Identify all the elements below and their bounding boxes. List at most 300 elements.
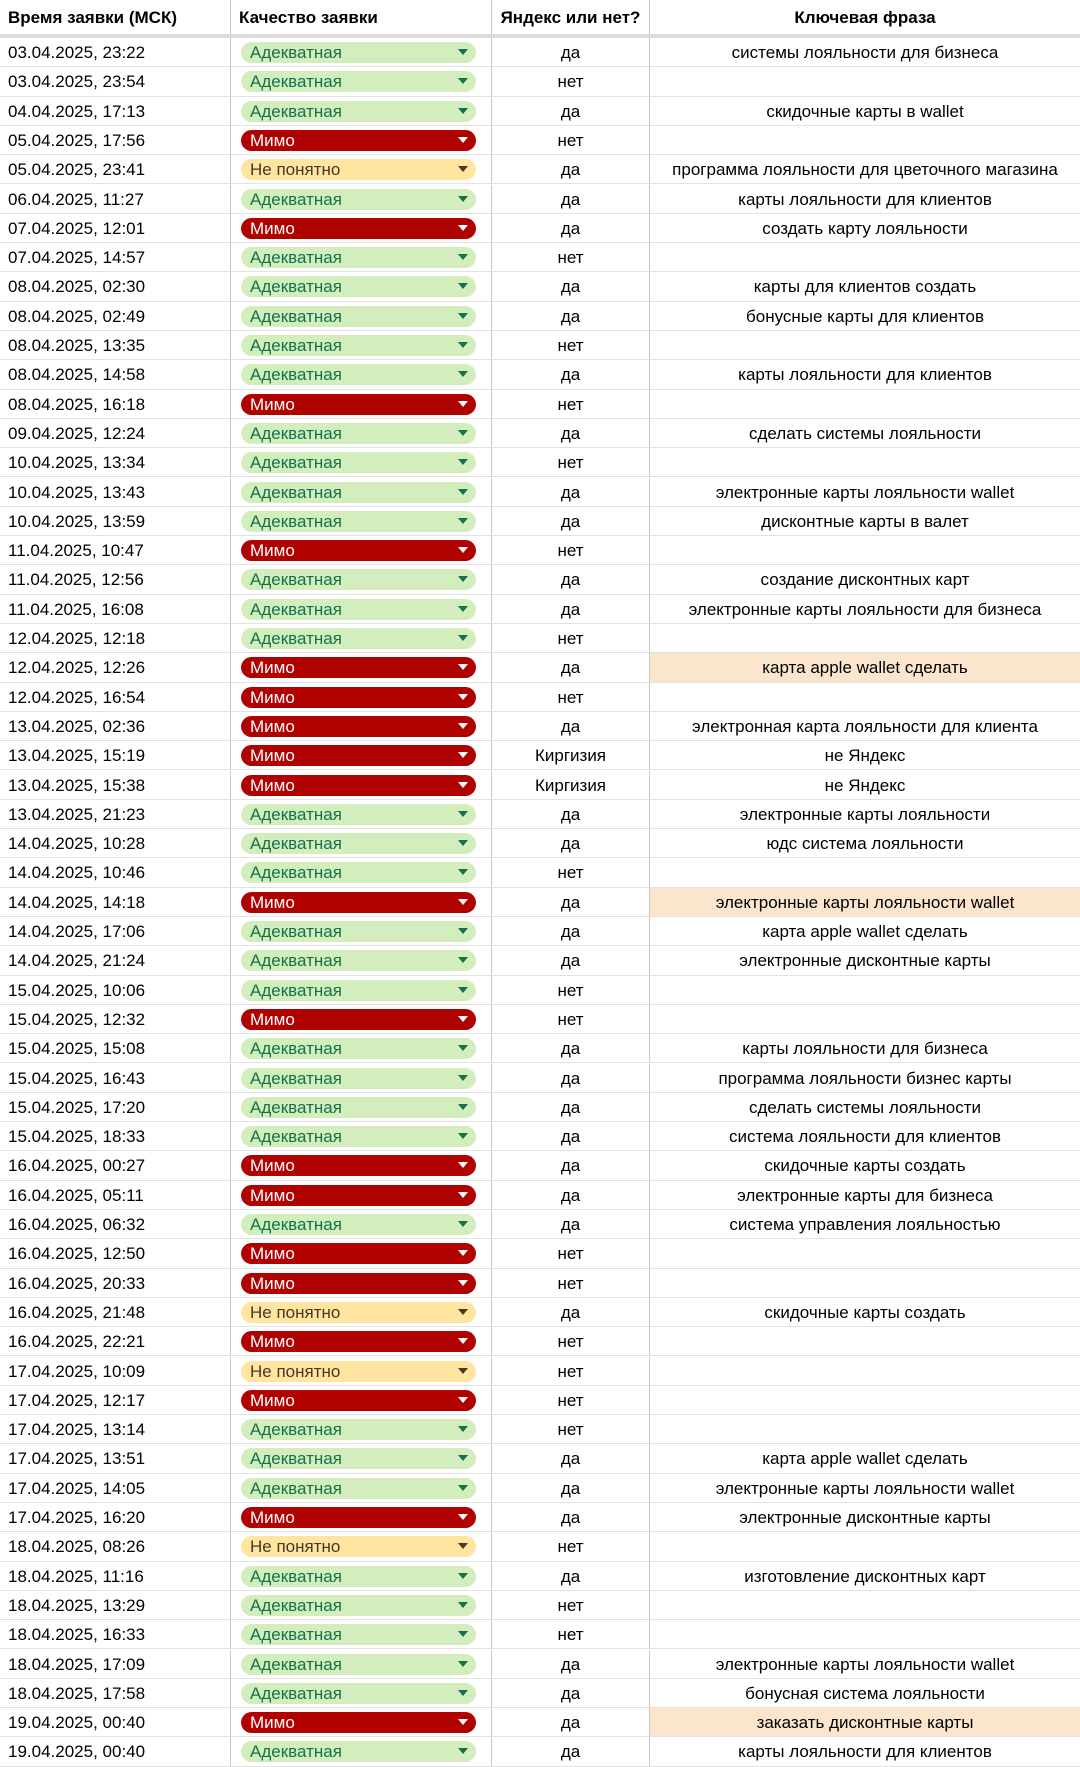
yandex-cell[interactable]: да <box>492 1474 650 1503</box>
phrase-cell[interactable]: карты лояльности для клиентов <box>650 185 1080 214</box>
phrase-cell[interactable] <box>650 624 1080 653</box>
time-cell[interactable]: 10.04.2025, 13:34 <box>0 448 231 477</box>
quality-cell[interactable] <box>231 976 492 1005</box>
yandex-cell[interactable]: нет <box>492 1005 650 1034</box>
quality-dropdown[interactable] <box>241 599 476 620</box>
dropdown-arrow-icon[interactable] <box>458 401 468 407</box>
quality-dropdown[interactable] <box>241 130 476 151</box>
dropdown-arrow-icon[interactable] <box>458 1397 468 1403</box>
quality-dropdown[interactable] <box>241 1595 476 1616</box>
yandex-cell[interactable]: да <box>492 917 650 946</box>
yandex-cell[interactable]: нет <box>492 331 650 360</box>
dropdown-arrow-icon[interactable] <box>458 1602 468 1608</box>
quality-cell[interactable] <box>231 448 492 477</box>
dropdown-arrow-icon[interactable] <box>458 1455 468 1461</box>
phrase-cell[interactable]: электронные дисконтные карты <box>650 946 1080 975</box>
quality-dropdown[interactable] <box>241 1419 476 1440</box>
yandex-cell[interactable]: нет <box>492 448 650 477</box>
quality-dropdown[interactable] <box>241 1361 476 1382</box>
phrase-cell[interactable]: карта apple wallet сделать <box>650 1444 1080 1473</box>
quality-cell[interactable] <box>231 741 492 770</box>
quality-cell[interactable] <box>231 1122 492 1151</box>
quality-dropdown[interactable] <box>241 716 476 737</box>
yandex-cell[interactable]: нет <box>492 1415 650 1444</box>
yandex-cell[interactable]: да <box>492 1650 650 1679</box>
quality-cell[interactable] <box>231 536 492 565</box>
time-cell[interactable]: 11.04.2025, 16:08 <box>0 595 231 624</box>
dropdown-arrow-icon[interactable] <box>458 547 468 553</box>
yandex-cell[interactable]: нет <box>492 1591 650 1620</box>
yandex-cell[interactable]: да <box>492 302 650 331</box>
phrase-cell[interactable]: карта apple wallet сделать <box>650 917 1080 946</box>
yandex-cell[interactable]: Киргизия <box>492 771 650 800</box>
quality-cell[interactable] <box>231 1591 492 1620</box>
time-cell[interactable]: 17.04.2025, 10:09 <box>0 1357 231 1386</box>
time-cell[interactable]: 15.04.2025, 10:06 <box>0 976 231 1005</box>
time-cell[interactable]: 13.04.2025, 15:19 <box>0 741 231 770</box>
dropdown-arrow-icon[interactable] <box>458 342 468 348</box>
phrase-cell[interactable]: программа лояльности бизнес карты <box>650 1064 1080 1093</box>
time-cell[interactable]: 19.04.2025, 00:40 <box>0 1708 231 1737</box>
phrase-cell[interactable]: скидочные карты создать <box>650 1298 1080 1327</box>
time-cell[interactable]: 13.04.2025, 02:36 <box>0 712 231 741</box>
dropdown-arrow-icon[interactable] <box>458 1514 468 1520</box>
phrase-cell[interactable]: система лояльности для клиентов <box>650 1122 1080 1151</box>
yandex-cell[interactable]: нет <box>492 1532 650 1561</box>
quality-dropdown[interactable] <box>241 511 476 532</box>
phrase-cell[interactable]: не Яндекс <box>650 741 1080 770</box>
dropdown-arrow-icon[interactable] <box>458 635 468 641</box>
yandex-cell[interactable]: да <box>492 185 650 214</box>
yandex-cell[interactable]: нет <box>492 126 650 155</box>
dropdown-arrow-icon[interactable] <box>458 137 468 143</box>
phrase-cell[interactable]: бонусные карты для клиентов <box>650 302 1080 331</box>
time-cell[interactable]: 15.04.2025, 12:32 <box>0 1005 231 1034</box>
phrase-cell[interactable]: электронные карты для бизнеса <box>650 1181 1080 1210</box>
yandex-cell[interactable]: да <box>492 800 650 829</box>
yandex-cell[interactable]: да <box>492 653 650 682</box>
time-cell[interactable]: 15.04.2025, 17:20 <box>0 1093 231 1122</box>
quality-dropdown[interactable] <box>241 892 476 913</box>
phrase-cell[interactable]: скидочные карты в wallet <box>650 97 1080 126</box>
yandex-cell[interactable]: да <box>492 1444 650 1473</box>
quality-dropdown[interactable] <box>241 950 476 971</box>
phrase-cell[interactable]: электронные карты лояльности <box>650 800 1080 829</box>
quality-cell[interactable] <box>231 155 492 184</box>
quality-cell[interactable] <box>231 1737 492 1766</box>
phrase-cell[interactable]: бонусная система лояльности <box>650 1679 1080 1708</box>
quality-dropdown[interactable] <box>241 921 476 942</box>
dropdown-arrow-icon[interactable] <box>458 1368 468 1374</box>
phrase-cell[interactable] <box>650 1620 1080 1649</box>
quality-cell[interactable] <box>231 712 492 741</box>
quality-dropdown[interactable] <box>241 687 476 708</box>
quality-dropdown[interactable] <box>241 482 476 503</box>
quality-cell[interactable] <box>231 683 492 712</box>
phrase-cell[interactable]: юдс система лояльности <box>650 829 1080 858</box>
dropdown-arrow-icon[interactable] <box>458 1075 468 1081</box>
quality-cell[interactable] <box>231 1064 492 1093</box>
phrase-cell[interactable]: дисконтные карты в валет <box>650 507 1080 536</box>
phrase-cell[interactable] <box>650 1327 1080 1356</box>
header-phrase[interactable]: Ключевая фраза <box>650 0 1080 36</box>
quality-cell[interactable] <box>231 888 492 917</box>
quality-cell[interactable] <box>231 1298 492 1327</box>
quality-dropdown[interactable] <box>241 1185 476 1206</box>
phrase-cell[interactable]: не Яндекс <box>650 771 1080 800</box>
quality-cell[interactable] <box>231 1532 492 1561</box>
quality-cell[interactable] <box>231 1034 492 1063</box>
quality-dropdown[interactable] <box>241 1097 476 1118</box>
quality-cell[interactable] <box>231 1005 492 1034</box>
quality-dropdown[interactable] <box>241 540 476 561</box>
dropdown-arrow-icon[interactable] <box>458 899 468 905</box>
yandex-cell[interactable]: да <box>492 1562 650 1591</box>
quality-dropdown[interactable] <box>241 42 476 63</box>
dropdown-arrow-icon[interactable] <box>458 1045 468 1051</box>
phrase-cell[interactable] <box>650 683 1080 712</box>
quality-cell[interactable] <box>231 67 492 96</box>
dropdown-arrow-icon[interactable] <box>458 1690 468 1696</box>
dropdown-arrow-icon[interactable] <box>458 1309 468 1315</box>
yandex-cell[interactable]: да <box>492 1708 650 1737</box>
time-cell[interactable]: 03.04.2025, 23:54 <box>0 67 231 96</box>
time-cell[interactable]: 14.04.2025, 10:46 <box>0 858 231 887</box>
time-cell[interactable]: 18.04.2025, 17:09 <box>0 1650 231 1679</box>
dropdown-arrow-icon[interactable] <box>458 606 468 612</box>
quality-dropdown[interactable] <box>241 775 476 796</box>
dropdown-arrow-icon[interactable] <box>458 1573 468 1579</box>
phrase-cell[interactable] <box>650 1239 1080 1268</box>
quality-dropdown[interactable] <box>241 1243 476 1264</box>
time-cell[interactable]: 06.04.2025, 11:27 <box>0 185 231 214</box>
quality-cell[interactable] <box>231 1708 492 1737</box>
quality-dropdown[interactable] <box>241 1507 476 1528</box>
time-cell[interactable]: 17.04.2025, 14:05 <box>0 1474 231 1503</box>
time-cell[interactable]: 14.04.2025, 10:28 <box>0 829 231 858</box>
quality-dropdown[interactable] <box>241 1712 476 1733</box>
dropdown-arrow-icon[interactable] <box>458 1426 468 1432</box>
dropdown-arrow-icon[interactable] <box>458 576 468 582</box>
yandex-cell[interactable]: да <box>492 1679 650 1708</box>
quality-cell[interactable] <box>231 595 492 624</box>
dropdown-arrow-icon[interactable] <box>458 752 468 758</box>
time-cell[interactable]: 08.04.2025, 02:49 <box>0 302 231 331</box>
quality-cell[interactable] <box>231 946 492 975</box>
phrase-cell[interactable] <box>650 1005 1080 1034</box>
dropdown-arrow-icon[interactable] <box>458 1016 468 1022</box>
time-cell[interactable]: 08.04.2025, 16:18 <box>0 390 231 419</box>
dropdown-arrow-icon[interactable] <box>458 1543 468 1549</box>
quality-dropdown[interactable] <box>241 276 476 297</box>
dropdown-arrow-icon[interactable] <box>458 49 468 55</box>
quality-dropdown[interactable] <box>241 71 476 92</box>
phrase-cell[interactable] <box>650 67 1080 96</box>
yandex-cell[interactable]: нет <box>492 390 650 419</box>
phrase-cell[interactable] <box>650 390 1080 419</box>
quality-dropdown[interactable] <box>241 394 476 415</box>
yandex-cell[interactable]: да <box>492 1064 650 1093</box>
phrase-cell[interactable]: заказать дисконтные карты <box>650 1708 1080 1737</box>
time-cell[interactable]: 05.04.2025, 17:56 <box>0 126 231 155</box>
quality-cell[interactable] <box>231 1181 492 1210</box>
time-cell[interactable]: 16.04.2025, 12:50 <box>0 1239 231 1268</box>
dropdown-arrow-icon[interactable] <box>458 196 468 202</box>
yandex-cell[interactable]: нет <box>492 976 650 1005</box>
time-cell[interactable]: 18.04.2025, 11:16 <box>0 1562 231 1591</box>
time-cell[interactable]: 16.04.2025, 06:32 <box>0 1210 231 1239</box>
quality-dropdown[interactable] <box>241 569 476 590</box>
quality-cell[interactable] <box>231 1562 492 1591</box>
quality-cell[interactable] <box>231 653 492 682</box>
phrase-cell[interactable]: электронные дисконтные карты <box>650 1503 1080 1532</box>
quality-cell[interactable] <box>231 1474 492 1503</box>
yandex-cell[interactable]: нет <box>492 1357 650 1386</box>
dropdown-arrow-icon[interactable] <box>458 782 468 788</box>
quality-cell[interactable] <box>231 771 492 800</box>
dropdown-arrow-icon[interactable] <box>458 1280 468 1286</box>
phrase-cell[interactable] <box>650 126 1080 155</box>
time-cell[interactable]: 17.04.2025, 16:20 <box>0 1503 231 1532</box>
time-cell[interactable]: 18.04.2025, 13:29 <box>0 1591 231 1620</box>
quality-cell[interactable] <box>231 390 492 419</box>
phrase-cell[interactable]: программа лояльности для цветочного магазина <box>650 155 1080 184</box>
time-cell[interactable]: 08.04.2025, 14:58 <box>0 360 231 389</box>
phrase-cell[interactable] <box>650 536 1080 565</box>
quality-cell[interactable] <box>231 126 492 155</box>
dropdown-arrow-icon[interactable] <box>458 459 468 465</box>
time-cell[interactable]: 19.04.2025, 00:40 <box>0 1737 231 1766</box>
dropdown-arrow-icon[interactable] <box>458 1104 468 1110</box>
dropdown-arrow-icon[interactable] <box>458 371 468 377</box>
quality-cell[interactable] <box>231 1415 492 1444</box>
phrase-cell[interactable]: электронные карты лояльности wallet <box>650 888 1080 917</box>
quality-cell[interactable] <box>231 302 492 331</box>
quality-cell[interactable] <box>231 917 492 946</box>
time-cell[interactable]: 11.04.2025, 12:56 <box>0 565 231 594</box>
yandex-cell[interactable]: да <box>492 565 650 594</box>
quality-cell[interactable] <box>231 858 492 887</box>
yandex-cell[interactable]: да <box>492 97 650 126</box>
yandex-cell[interactable]: да <box>492 1298 650 1327</box>
yandex-cell[interactable]: да <box>492 1034 650 1063</box>
dropdown-arrow-icon[interactable] <box>458 1485 468 1491</box>
yandex-cell[interactable]: нет <box>492 624 650 653</box>
quality-cell[interactable] <box>231 38 492 67</box>
phrase-cell[interactable]: изготовление дисконтных карт <box>650 1562 1080 1591</box>
time-cell[interactable]: 18.04.2025, 17:58 <box>0 1679 231 1708</box>
phrase-cell[interactable]: электронные карты лояльности wallet <box>650 1650 1080 1679</box>
time-cell[interactable]: 08.04.2025, 02:30 <box>0 272 231 301</box>
time-cell[interactable]: 17.04.2025, 12:17 <box>0 1386 231 1415</box>
dropdown-arrow-icon[interactable] <box>458 664 468 670</box>
dropdown-arrow-icon[interactable] <box>458 1748 468 1754</box>
dropdown-arrow-icon[interactable] <box>458 1661 468 1667</box>
yandex-cell[interactable]: нет <box>492 1386 650 1415</box>
quality-cell[interactable] <box>231 214 492 243</box>
yandex-cell[interactable]: нет <box>492 683 650 712</box>
quality-dropdown[interactable] <box>241 1273 476 1294</box>
yandex-cell[interactable]: да <box>492 38 650 67</box>
phrase-cell[interactable]: системы лояльности для бизнеса <box>650 38 1080 67</box>
time-cell[interactable]: 04.04.2025, 17:13 <box>0 97 231 126</box>
dropdown-arrow-icon[interactable] <box>458 723 468 729</box>
phrase-cell[interactable]: система управления лояльностью <box>650 1210 1080 1239</box>
header-yandex[interactable]: Яндекс или нет? <box>492 0 650 36</box>
dropdown-arrow-icon[interactable] <box>458 694 468 700</box>
time-cell[interactable]: 16.04.2025, 20:33 <box>0 1269 231 1298</box>
quality-cell[interactable] <box>231 1151 492 1180</box>
quality-dropdown[interactable] <box>241 1009 476 1030</box>
yandex-cell[interactable]: да <box>492 507 650 536</box>
phrase-cell[interactable] <box>650 1269 1080 1298</box>
time-cell[interactable]: 10.04.2025, 13:43 <box>0 478 231 507</box>
time-cell[interactable]: 09.04.2025, 12:24 <box>0 419 231 448</box>
phrase-cell[interactable]: электронная карта лояльности для клиента <box>650 712 1080 741</box>
phrase-cell[interactable] <box>650 448 1080 477</box>
time-cell[interactable]: 03.04.2025, 23:22 <box>0 38 231 67</box>
time-cell[interactable]: 11.04.2025, 10:47 <box>0 536 231 565</box>
quality-cell[interactable] <box>231 1503 492 1532</box>
phrase-cell[interactable] <box>650 976 1080 1005</box>
time-cell[interactable]: 07.04.2025, 14:57 <box>0 243 231 272</box>
yandex-cell[interactable]: да <box>492 1737 650 1766</box>
quality-cell[interactable] <box>231 1239 492 1268</box>
quality-dropdown[interactable] <box>241 306 476 327</box>
yandex-cell[interactable]: да <box>492 1122 650 1151</box>
time-cell[interactable]: 07.04.2025, 12:01 <box>0 214 231 243</box>
phrase-cell[interactable]: электронные карты лояльности wallet <box>650 1474 1080 1503</box>
yandex-cell[interactable]: да <box>492 360 650 389</box>
quality-dropdown[interactable] <box>241 804 476 825</box>
quality-dropdown[interactable] <box>241 1741 476 1762</box>
phrase-cell[interactable] <box>650 331 1080 360</box>
quality-dropdown[interactable] <box>241 452 476 473</box>
yandex-cell[interactable]: нет <box>492 536 650 565</box>
time-cell[interactable]: 16.04.2025, 21:48 <box>0 1298 231 1327</box>
phrase-cell[interactable]: сделать системы лояльности <box>650 419 1080 448</box>
quality-cell[interactable] <box>231 1650 492 1679</box>
time-cell[interactable]: 17.04.2025, 13:14 <box>0 1415 231 1444</box>
time-cell[interactable]: 18.04.2025, 08:26 <box>0 1532 231 1561</box>
dropdown-arrow-icon[interactable] <box>458 1719 468 1725</box>
quality-dropdown[interactable] <box>241 1214 476 1235</box>
dropdown-arrow-icon[interactable] <box>458 166 468 172</box>
dropdown-arrow-icon[interactable] <box>458 957 468 963</box>
phrase-cell[interactable] <box>650 1591 1080 1620</box>
quality-cell[interactable] <box>231 1444 492 1473</box>
yandex-cell[interactable]: да <box>492 1503 650 1532</box>
quality-cell[interactable] <box>231 478 492 507</box>
time-cell[interactable]: 16.04.2025, 22:21 <box>0 1327 231 1356</box>
dropdown-arrow-icon[interactable] <box>458 1162 468 1168</box>
quality-dropdown[interactable] <box>241 364 476 385</box>
header-time[interactable]: Время заявки (МСК) <box>0 0 231 36</box>
quality-dropdown[interactable] <box>241 1390 476 1411</box>
quality-dropdown[interactable] <box>241 1654 476 1675</box>
phrase-cell[interactable]: карта apple wallet сделать <box>650 653 1080 682</box>
dropdown-arrow-icon[interactable] <box>458 840 468 846</box>
quality-cell[interactable] <box>231 507 492 536</box>
quality-dropdown[interactable] <box>241 247 476 268</box>
quality-cell[interactable] <box>231 1620 492 1649</box>
quality-dropdown[interactable] <box>241 1683 476 1704</box>
dropdown-arrow-icon[interactable] <box>458 928 468 934</box>
dropdown-arrow-icon[interactable] <box>458 1250 468 1256</box>
phrase-cell[interactable] <box>650 1357 1080 1386</box>
phrase-cell[interactable] <box>650 1415 1080 1444</box>
quality-cell[interactable] <box>231 243 492 272</box>
yandex-cell[interactable]: да <box>492 419 650 448</box>
quality-dropdown[interactable] <box>241 189 476 210</box>
phrase-cell[interactable]: создание дисконтных карт <box>650 565 1080 594</box>
dropdown-arrow-icon[interactable] <box>458 489 468 495</box>
quality-dropdown[interactable] <box>241 335 476 356</box>
quality-cell[interactable] <box>231 1269 492 1298</box>
time-cell[interactable]: 12.04.2025, 16:54 <box>0 683 231 712</box>
phrase-cell[interactable]: карты для клиентов создать <box>650 272 1080 301</box>
quality-cell[interactable] <box>231 1093 492 1122</box>
phrase-cell[interactable]: создать карту лояльности <box>650 214 1080 243</box>
quality-cell[interactable] <box>231 360 492 389</box>
quality-cell[interactable] <box>231 1386 492 1415</box>
dropdown-arrow-icon[interactable] <box>458 78 468 84</box>
phrase-cell[interactable]: электронные карты лояльности для бизнеса <box>650 595 1080 624</box>
yandex-cell[interactable]: да <box>492 1151 650 1180</box>
quality-dropdown[interactable] <box>241 1068 476 1089</box>
dropdown-arrow-icon[interactable] <box>458 1338 468 1344</box>
quality-dropdown[interactable] <box>241 1331 476 1352</box>
quality-cell[interactable] <box>231 624 492 653</box>
quality-cell[interactable] <box>231 800 492 829</box>
quality-cell[interactable] <box>231 185 492 214</box>
quality-cell[interactable] <box>231 331 492 360</box>
time-cell[interactable]: 08.04.2025, 13:35 <box>0 331 231 360</box>
yandex-cell[interactable]: нет <box>492 243 650 272</box>
dropdown-arrow-icon[interactable] <box>458 987 468 993</box>
yandex-cell[interactable]: нет <box>492 858 650 887</box>
yandex-cell[interactable]: да <box>492 478 650 507</box>
yandex-cell[interactable]: нет <box>492 1239 650 1268</box>
dropdown-arrow-icon[interactable] <box>458 1133 468 1139</box>
dropdown-arrow-icon[interactable] <box>458 430 468 436</box>
quality-dropdown[interactable] <box>241 1536 476 1557</box>
time-cell[interactable]: 14.04.2025, 14:18 <box>0 888 231 917</box>
phrase-cell[interactable]: электронные карты лояльности wallet <box>650 478 1080 507</box>
quality-dropdown[interactable] <box>241 628 476 649</box>
yandex-cell[interactable]: да <box>492 1181 650 1210</box>
quality-dropdown[interactable] <box>241 423 476 444</box>
quality-dropdown[interactable] <box>241 745 476 766</box>
quality-cell[interactable] <box>231 419 492 448</box>
yandex-cell[interactable]: да <box>492 214 650 243</box>
time-cell[interactable]: 05.04.2025, 23:41 <box>0 155 231 184</box>
phrase-cell[interactable] <box>650 1532 1080 1561</box>
quality-cell[interactable] <box>231 1210 492 1239</box>
quality-cell[interactable] <box>231 1327 492 1356</box>
phrase-cell[interactable]: карты лояльности для клиентов <box>650 360 1080 389</box>
quality-dropdown[interactable] <box>241 1155 476 1176</box>
time-cell[interactable]: 13.04.2025, 15:38 <box>0 771 231 800</box>
quality-cell[interactable] <box>231 829 492 858</box>
dropdown-arrow-icon[interactable] <box>458 225 468 231</box>
yandex-cell[interactable]: нет <box>492 1269 650 1298</box>
dropdown-arrow-icon[interactable] <box>458 1221 468 1227</box>
dropdown-arrow-icon[interactable] <box>458 811 468 817</box>
dropdown-arrow-icon[interactable] <box>458 1631 468 1637</box>
time-cell[interactable]: 18.04.2025, 16:33 <box>0 1620 231 1649</box>
quality-dropdown[interactable] <box>241 101 476 122</box>
